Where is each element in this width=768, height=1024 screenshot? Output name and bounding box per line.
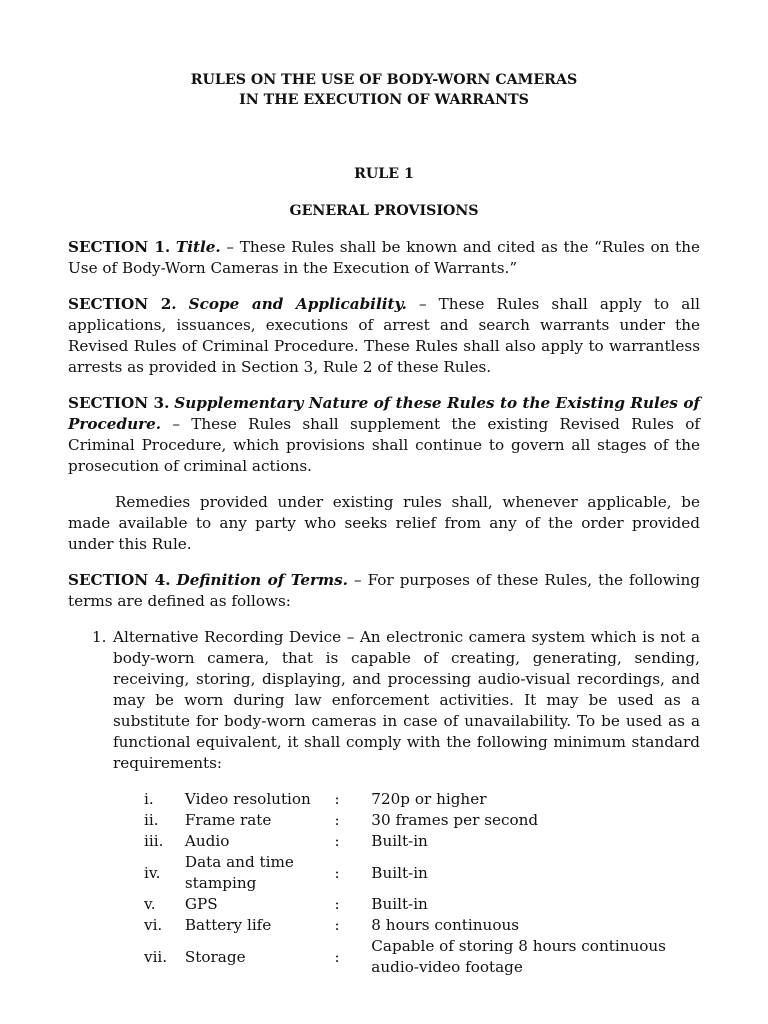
spec-name: Battery life [184,916,272,934]
table-row [144,789,700,810]
document-title [68,70,700,110]
section-1 [68,237,700,279]
spec-name: GPS [184,895,218,913]
section-2-text: – These Rules shall apply to all applications, issuances, executions of arrest and search warrants under the Revised Rules of Criminal Procedure. These Rules shall also apply to warrantless arrests as provided in Section 3, Rule 2 of these Rules. [68,295,701,376]
spec-value: Capable of storing 8 hours continuous audio-video footage [371,937,666,976]
section-4-label: SECTION 4. [68,571,171,589]
spec-separator: : [334,790,340,808]
spec-value: 30 frames per second [371,811,539,829]
spec-number: v. [144,895,156,913]
spec-separator: : [334,863,340,882]
spec-table [144,789,700,978]
term-number: 1. [92,628,107,646]
section-4 [68,570,700,612]
spec-number: vii. [144,947,168,966]
section-1-text: – These Rules shall be known and cited as the “Rules on the Use of Body-Worn Cameras in the Execution of Warrants.” [68,238,700,277]
section-2 [68,294,700,378]
table-row [144,852,700,894]
spec-number: iii. [144,832,164,850]
spec-name: Video resolution [184,790,311,808]
spec-number: ii. [144,811,159,829]
spec-separator: : [334,947,340,966]
remedies-paragraph: Remedies provided under existing rules shall, whenever applicable, be made available to any party who seeks relief from any of the order provided under this Rule. [68,493,700,553]
spec-value: Built-in [371,895,428,913]
section-4-text: – For purposes of these Rules, the following terms are defined as follows: [68,571,700,610]
spec-name: Data and time stamping [184,853,294,892]
section-3-label: SECTION 3. [68,394,170,412]
table-row [144,894,700,915]
section-1-caption: Title. [175,238,221,256]
section-3-text: – These Rules shall supplement the existing Revised Rules of Criminal Procedure, which provisions shall continue to govern all stages of the prosecution of criminal actions. [68,415,700,475]
spec-value: Built-in [371,863,428,882]
spec-separator: : [334,832,340,850]
table-row [144,831,700,852]
rule-title: GENERAL PROVISIONS [289,203,479,219]
spec-name: Audio [184,832,230,850]
spec-name: Frame rate [184,811,272,829]
spec-number: iv. [144,863,161,882]
table-row [144,915,700,936]
terms-list [68,627,700,774]
rule-number: RULE 1 [354,166,414,182]
spec-number: vi. [144,916,163,934]
term-text: Alternative Recording Device – An electronic camera system which is not a body-worn camera, that is capable of creating, generating, sending, receiving, storing, displaying, and processing audio-visual recordings, and may be worn during law enforcement activities. It may be used as a substitute for body-worn cameras in case of unavailability. To be used as a functional equivalent, it shall comply with the following minimum standard requirements: [113,628,700,772]
spec-value: 8 hours continuous [371,916,520,934]
table-row [144,810,700,831]
document-page [68,70,700,978]
section-4-caption: Definition of Terms. [176,571,348,589]
table-row [144,936,700,978]
section-3 [68,393,700,477]
list-item [68,627,700,774]
spec-value: Built-in [371,832,428,850]
section-2-caption: Scope and Applicability. [188,295,407,313]
spec-name: Storage [184,947,246,966]
section-1-label: SECTION 1. [68,238,171,256]
title-line-1: RULES ON THE USE OF BODY-WORN CAMERAS [190,72,578,88]
spec-separator: : [334,895,340,913]
spec-number: i. [144,790,154,808]
spec-separator: : [334,916,340,934]
section-3-caption: Supplementary Nature of these Rules to the Existing Rules of Procedure. [68,394,700,433]
section-2-label: SECTION 2. [68,295,177,313]
spec-value: 720p or higher [371,790,487,808]
spec-separator: : [334,811,340,829]
title-line-2: IN THE EXECUTION OF WARRANTS [239,92,529,108]
